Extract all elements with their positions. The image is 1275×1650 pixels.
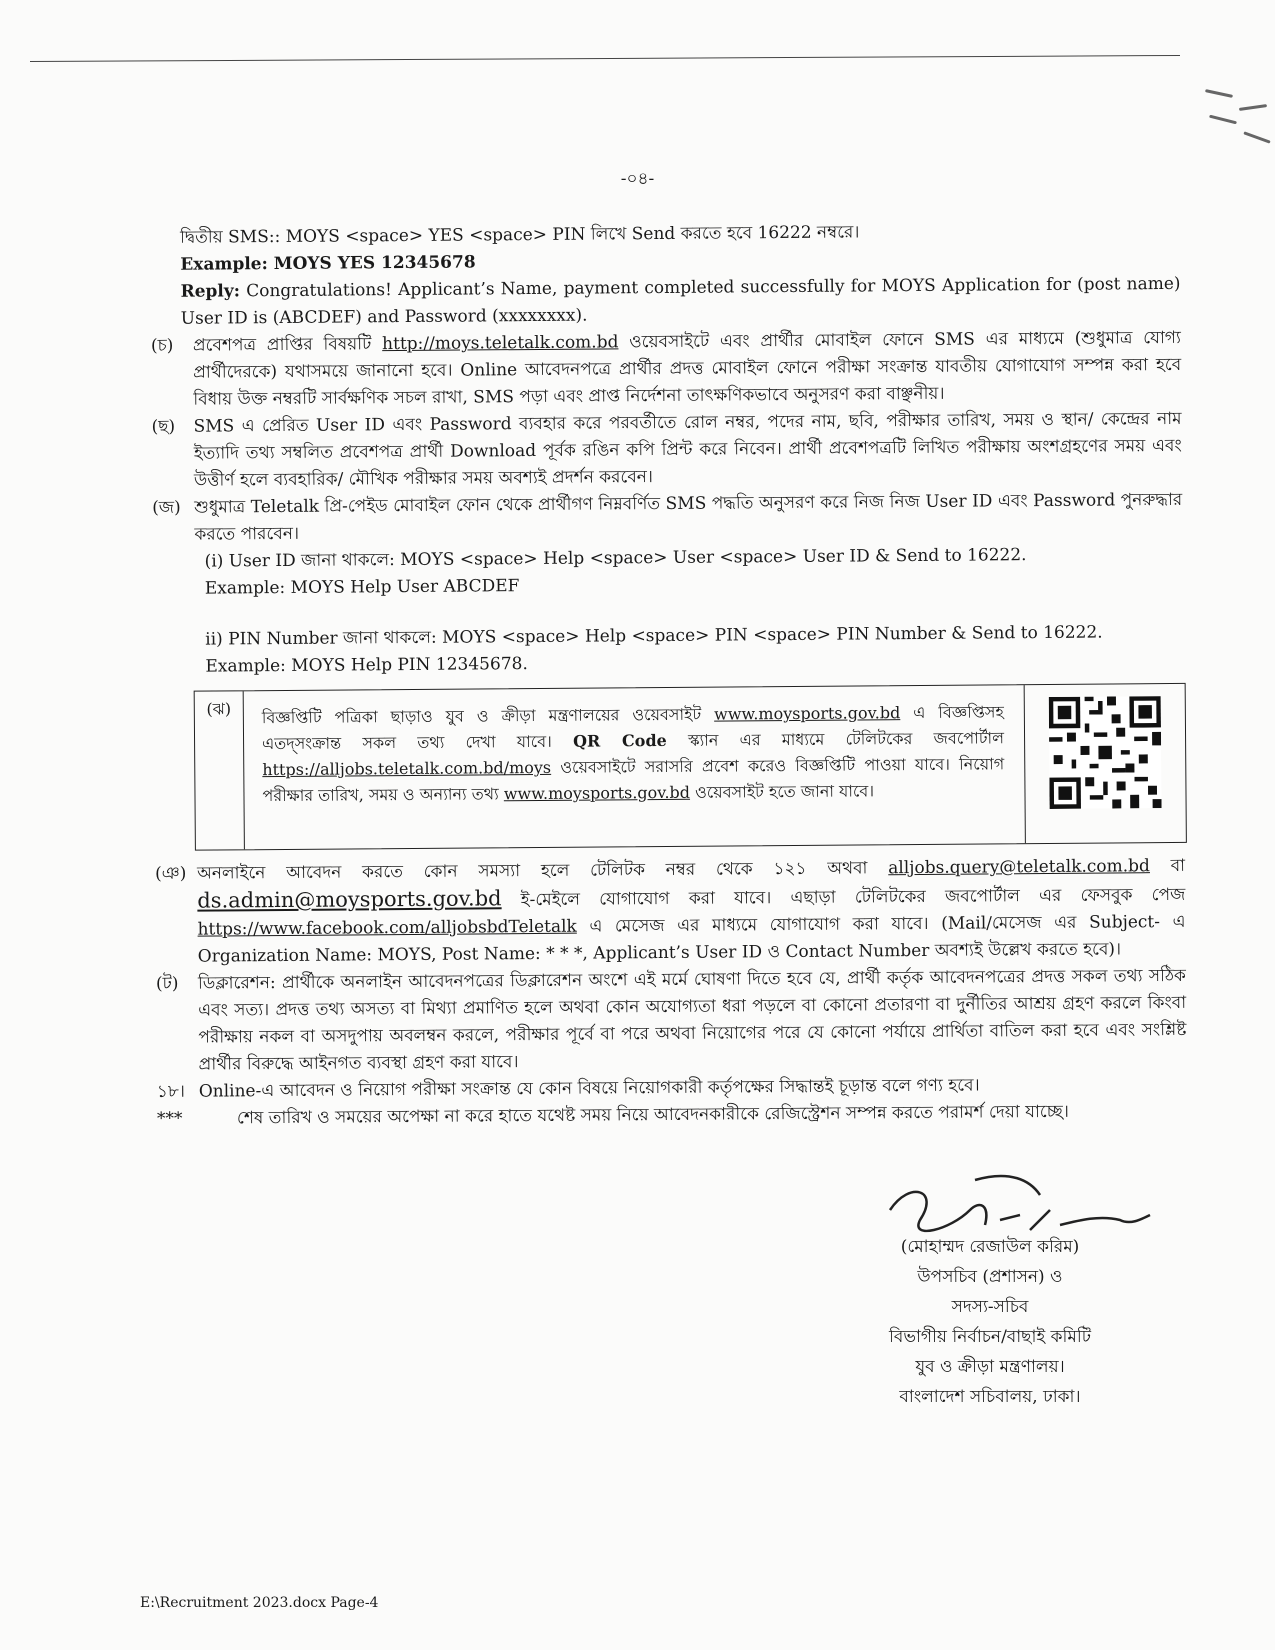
qr-code-cell <box>1025 684 1186 843</box>
facebook-link[interactable]: https://www.facebook.com/alljobsbdTeletalk <box>197 916 577 940</box>
signatory-designation: উপসচিব (প্রশাসন) ও <box>917 1267 1063 1287</box>
file-footer: E:\Recruitment 2023.docx Page-4 <box>140 1595 379 1611</box>
clause-ja: (জ) শুধুমাত্র Teletalk প্রি-পেইড মোবাইল ফোন থেকে প্রার্থীগণ নিম্নবর্ণিত SMS পদ্ধতি অনুসরণ করে নিজ নিজ User ID এবং Password পুনরুদ্ধার করতে পারবেন। <box>152 489 1183 545</box>
recover-pin: ii) PIN Number জানা থাকলে: MOYS <space> Help <space> PIN <space> PIN Number & Send to 16222. <box>205 622 1103 650</box>
recover-user-id-example: Example: MOYS Help User ABCDEF <box>204 576 520 599</box>
alljobs-link[interactable]: https://alljobs.teletalk.com.bd/moys <box>262 757 552 780</box>
scan-edge-line <box>30 55 1180 62</box>
ds-admin-email[interactable]: ds.admin@moysports.gov.bd <box>197 886 502 913</box>
clause-stars: *** শেষ তারিখ ও সময়ের অপেক্ষা না করে হাতে যথেষ্ট সময় নিয়ে আবেদনকারীকে রেজিস্ট্রেশন সম্পন্ন করতে পরামর্শ দেয়া যাচ্ছে। <box>156 1101 1069 1129</box>
alljobs-query-email[interactable]: alljobs.query@teletalk.com.bd <box>888 856 1150 879</box>
clause-18: ১৮। Online-এ আবেদন ও নিয়োগ পরীক্ষা সংক্রান্ত যে কোন বিষয়ে নিয়োগকারী কর্তৃপক্ষের সিদ্ধান্তই চূড়ান্ত বলে গণ্য হবে। <box>156 1075 980 1102</box>
clause-ta: (ট) ডিক্লারেশন: প্রার্থীকে অনলাইন আবেদনপত্রের ডিক্লারেশন অংশে এই মর্মে ঘোষণা দিতে হবে যে, প্রার্থী কর্তৃক আবেদনপত্রের প্রদত্ত সকল তথ্য সঠিক এবং সত্য। প্রদত্ত তথ্য অসত্য বা মিথ্যা প্রমাণিত হলে অথবা কোন অযোগ্যতা ধরা পড়লে বা কোনো প্রতারণা বা দুর্নীতির আশ্রয় গ্রহণ করলে কিংবা পরীক্ষায় নকল বা অসদুপায় অবলম্বন করলে, পরীক্ষার পূর্বে বা পরে অথবা নিয়োগের পরে যে কোনো পর্যায়ে প্রার্থিতা বাতিল করা হবে এবং সংশ্লিষ্ট প্রার্থীর বিরুদ্ধে আইনগত ব্যবস্থা গ্রহণ করা যাবে। <box>155 965 1187 1075</box>
document-body <box>150 217 1187 1133</box>
clause-nya: (ঞ) অনলাইনে আবেদন করতে কোন সমস্যা হলে টেলিটক নম্বর থেকে ১২১ অথবা alljobs.query@teletalk.com.bd বা ds.admin@moysports.gov.bd ই-মেইলে যোগাযোগ করা যাবে। এছাড়া টেলিটকের জবপোর্টাল এর ফেসবুক পেজ https://www.facebook.com/alljobsbdTeletalk এ মেসেজ এর মাধ্যমে যোগাযোগ করা যাবে। (Mail/মেসেজ এর Subject- এ Organization Name: MOYS, Post Name: * * *, Applicant’s User ID ও Contact Number অবশ্যই উল্লেখ করতে হবে)। <box>155 855 1186 967</box>
sms-second-line: দ্বিতীয় SMS:: MOYS <space> YES <space> PIN লিখে Send করতে হবে 16222 নম্বরে। <box>180 222 860 248</box>
signatory-committee: বিভাগীয় নির্বাচন/বাছাই কমিটি <box>889 1327 1091 1347</box>
moysports-link[interactable]: www.moysports.gov.bd <box>714 703 901 724</box>
moysports-link-2[interactable]: www.moysports.gov.bd <box>503 782 691 804</box>
signatory-location: বাংলাদেশ সচিবালয়, ঢাকা। <box>899 1387 1081 1407</box>
page-number: -০৪- <box>620 169 655 189</box>
recover-pin-example: Example: MOYS Help PIN 12345678. <box>205 654 528 677</box>
signatory-block <box>860 1232 1120 1412</box>
notice-box <box>194 683 1187 851</box>
admit-card-link[interactable]: http://moys.teletalk.com.bd <box>382 332 619 355</box>
notice-label: (ঝ) <box>195 691 245 849</box>
signatory-name: (মোহাম্মদ রেজাউল করিম) <box>900 1237 1080 1257</box>
clause-cha: (চ) প্রবেশপত্র প্রাপ্তির বিষয়টি http://moys.teletalk.com.bd ওয়েবসাইটে এবং প্রার্থীর মোবাইল ফোনে SMS এর মাধ্যমে (শুধুমাত্র যোগ্য প্রার্থীদেরকে) যথাসময়ে জানানো হবে। Online আবেদনপত্রে প্রার্থীর প্রদত্ত মোবাইল ফোনে পরীক্ষা সংক্রান্ত যাবতীয় যোগাযোগ সম্পন্ন করা হবে বিধায় উক্ত নম্বরটি সার্বক্ষণিক সচল রাখা, SMS পড়া এবং প্রাপ্ত নির্দেশনা তাৎক্ষণিকভাবে অনুসরণ করা বাঞ্ছনীয়। <box>150 327 1182 410</box>
qr-code-icon[interactable] <box>1049 696 1162 809</box>
recover-user-id: (i) User ID জানা থাকলে: MOYS <space> Help <space> User <space> User ID & Send to 16222. <box>204 545 1027 572</box>
notice-text: বিজ্ঞপ্তিটি পত্রিকা ছাড়াও যুব ও ক্রীড়া মন্ত্রণালয়ের ওয়েবসাইট www.moysports.gov.bd এ বিজ্ঞপ্তিসহ এতদ্সংক্রান্ত সকল তথ্য দেখা যাবে। QR Code স্ক্যান এর মাধ্যমে টেলিটকের জবপোর্টাল https://alljobs.teletalk.com.bd/moys ওয়েবসাইটে সরাসরি প্রবেশ করেও বিজ্ঞপ্তিটি পাওয়া যাবে। নিয়োগ পরীক্ষার তারিখ, সময় ও অন্যান্য তথ্য www.moysports.gov.bd ওয়েবসাইট হতে জানা যাবে। <box>244 685 1026 849</box>
reply-line: Reply: Congratulations! Applicant’s Name, payment completed successfully for MOYS Application for (post name) User ID is (ABCDEF) and Password (xxxxxxxx). <box>180 273 1181 329</box>
example-line: Example: MOYS YES 12345678 <box>180 252 476 275</box>
signatory-ministry: যুব ও ক্রীড়া মন্ত্রণালয়। <box>915 1357 1065 1377</box>
clause-chha: (ছ) SMS এ প্রেরিত User ID এবং Password ব্যবহার করে পরবর্তীতে রোল নম্বর, পদের নাম, ছবি, পরীক্ষার তারিখ, সময় ও স্থান/ কেন্দ্রের নাম ইত্যাদি তথ্য সম্বলিত প্রবেশপত্র প্রার্থী Download পূর্বক রঙিন কপি প্রিন্ট করে নিবেন। প্রার্থী প্রবেশপত্রটি লিখিত পরীক্ষায় অংশগ্রহণের সময় এবং উত্তীর্ণ হলে ব্যবহারিক/ মৌখিক পরীক্ষার সময় অবশ্যই প্রদর্শন করবেন। <box>151 408 1182 491</box>
signatory-role: সদস্য-সচিব <box>951 1297 1029 1317</box>
